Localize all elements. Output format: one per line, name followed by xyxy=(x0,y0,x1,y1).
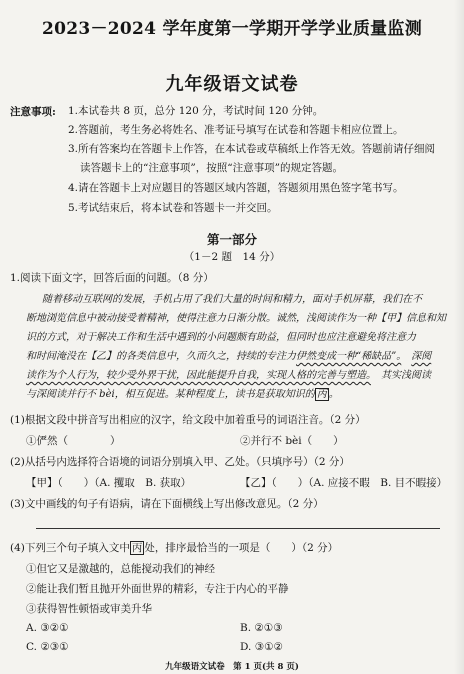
exam-title: 2023－2024 学年度第一学期开学学业质量监测 xyxy=(41,19,423,39)
passage-line-4 xyxy=(26,347,431,362)
section-title: 第一部分 xyxy=(206,232,257,247)
notice-item-1: 1.本试卷共 8 页，总分 120 分，考试时间 120 分钟。 xyxy=(68,105,324,117)
option-b[interactable]: B. ②①③ xyxy=(240,622,283,634)
passage-line-6-a: 与深阅读并行不 bèi，相互促进。某种程度上，读书是获取知识的 xyxy=(26,389,315,400)
sub-question-4-stem-a: (4)下列三个句子填入文中 xyxy=(10,542,130,554)
passage-line-5-b: 其实浅阅读 xyxy=(381,370,431,381)
sub-question-3-stem: (3)文中画线的句子有语病，请在下面横线上写出修改意见。（2 分） xyxy=(10,498,324,510)
sub-question-4-stem-b: 处，排序最恰当的一项是（ ）（2 分） xyxy=(144,542,339,554)
paper-title: 九年级语文试卷 xyxy=(165,74,299,95)
option-c[interactable]: C. ②③① xyxy=(26,641,69,653)
sentence-2: ②能让我们暂且抛开外面世界的精彩，专注于内心的平静 xyxy=(26,583,289,595)
blank-bing: 丙 xyxy=(316,389,327,400)
passage-line-4-underlined: 深阅 xyxy=(411,351,432,362)
notice-item-5: 5.考试结束后，将本试卷和答题卡一并交回。 xyxy=(68,202,278,214)
notice-item-3-cont: 读答题卡上的“注意事项”，按照“注意事项”的规定答题。 xyxy=(80,162,343,174)
sub-question-1-stem: (1)根据文段中拼音写出相应的汉字，给文段中加着重号的词语注音。（2 分） xyxy=(10,414,366,426)
section-subtitle: （1－2 题 14 分） xyxy=(183,251,281,263)
passage-line-1: 随着移动互联网的发展，手机占用了我们大量的时间和精力，面对手机屏幕，我们在不 xyxy=(42,294,422,305)
passage-line-5 xyxy=(26,366,431,381)
notice-item-2: 2.答题前，考生务必将姓名、准考证号填写在试卷和答题卡相应位置上。 xyxy=(68,124,404,136)
notice-item-4: 4.请在答题卡上对应题目的答题区域内答题，答题须用黑色签字笔书写。 xyxy=(68,182,404,194)
passage-underlined-sentence: 读作为个人行为，较少受外界干扰，因此能提升自我，实现人格的完善与塑造。 xyxy=(26,370,371,381)
option-a[interactable]: A. ③②① xyxy=(26,622,69,634)
sub-question-2-stem: (2)从括号内选择符合语境的词语分别填入甲、乙处。（只填序号）（2 分） xyxy=(10,456,350,468)
option-d[interactable]: D. ③①② xyxy=(240,641,283,653)
passage-line-6-c: 。 xyxy=(328,389,339,400)
page-footer: 九年级语文试卷 第 1 页(共 8 页) xyxy=(165,662,299,672)
passage-line-4-a: 和时间淹没在【乙】的各类信息中，久而久之，持续的专注力 xyxy=(26,351,296,362)
scan-edge-shadow xyxy=(454,0,464,674)
question-1-stem: 1.阅读下面文字，回答后面的问题。（8 分） xyxy=(10,272,214,284)
passage-line-3: 识的方式，对于解决工作和生活中遇到的小问题颇有助益，但同时也应注意避免将注意力 xyxy=(26,332,416,343)
sub-question-2-jia[interactable]: 【甲】（ ）（A. 攫取 B. 获取） xyxy=(26,477,192,489)
sub-question-4-stem xyxy=(10,540,338,555)
sub-question-1-a[interactable]: ①俨然（ ） xyxy=(26,435,121,447)
sentence-1: ①但它又是激越的，总能搅动我们的神经 xyxy=(26,563,215,575)
passage-line-2: 断地浏览信息中被动接受着精神，使得注意力日渐分散。诚然，浅阅读作为一种【甲】信息和知 xyxy=(26,313,446,324)
answer-line[interactable] xyxy=(36,528,440,529)
sentence-3: ③获得智性顿悟或审美升华 xyxy=(26,603,152,615)
sub-question-2-yi[interactable]: 【乙】（ ）（A. 应接不暇 B. 目不暇接） xyxy=(240,477,448,489)
passage-line-6 xyxy=(26,385,339,400)
sub-question-4-bing-box: 丙 xyxy=(131,542,143,554)
notice-label: 注意事项: xyxy=(10,106,56,118)
passage-line-4-wavy: 伊然变成一种“稀缺品”。 xyxy=(296,351,402,362)
notice-item-3: 3.所有答案均在答题卡上作答，在本试卷或草稿纸上作答无效。答题前请仔细阅 xyxy=(68,143,436,155)
sub-question-1-b[interactable]: ②并行不 bèi（ ） xyxy=(240,435,344,447)
